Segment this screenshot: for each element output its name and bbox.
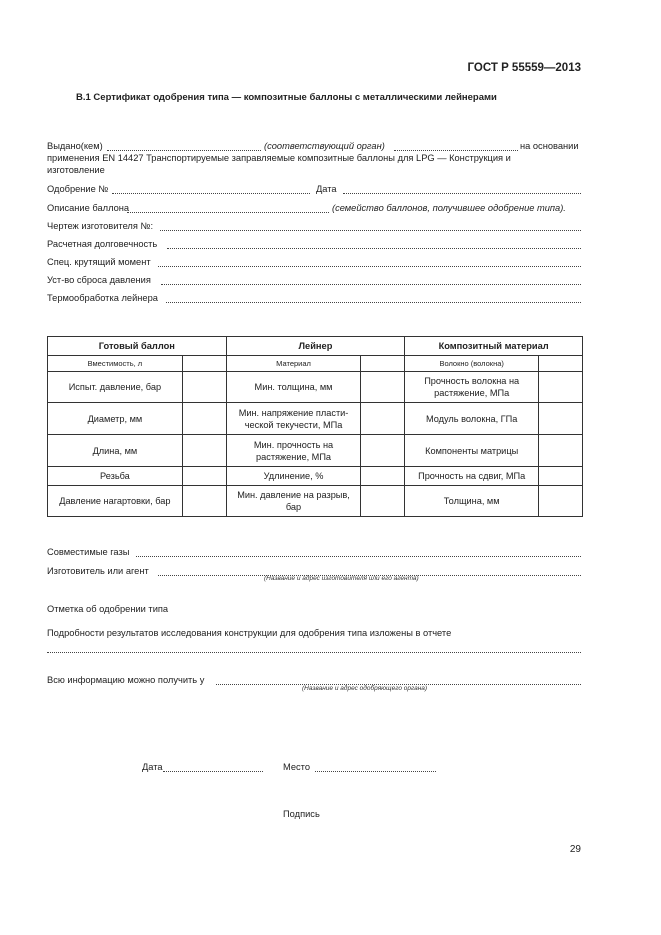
standard-number: ГОСТ Р 55559—2013 (467, 62, 581, 74)
table-row (48, 403, 583, 435)
table-row (48, 486, 583, 517)
design-life-label: Расчетная долговечность (47, 239, 158, 249)
row-label: Компоненты матрицы (405, 435, 539, 467)
row-label: Прочность на сдвиг, МПа (405, 467, 539, 486)
value-cell[interactable] (182, 435, 226, 467)
manufacturer-label: Изготовитель или агент (47, 566, 149, 576)
approval-no-field[interactable] (112, 193, 310, 194)
place-label: Место (283, 762, 310, 772)
row-label: Диаметр, мм (48, 403, 183, 435)
issued-label: Выдано(кем) (47, 141, 103, 151)
drawing-label: Чертеж изготовителя №: (47, 221, 154, 231)
row-label: Толщина, мм (405, 486, 539, 517)
specification-table (47, 336, 583, 517)
issued-line-3: изготовление (47, 165, 105, 175)
approval-no-label: Одобрение № (47, 184, 109, 194)
row-label: Давление нагартовки, бар (48, 486, 183, 517)
table-row (48, 467, 583, 486)
date-label: Дата (316, 184, 337, 194)
table-row (48, 372, 583, 403)
value-cell[interactable] (182, 372, 226, 403)
page-number: 29 (569, 844, 581, 855)
relief-device-field[interactable] (161, 284, 581, 285)
table-header-row (48, 337, 583, 356)
row-label: Мин. прочность на растяжение, МПа (226, 435, 361, 467)
row-label: Испыт. давление, бар (48, 372, 183, 403)
place-field[interactable] (315, 771, 436, 772)
row-label: Мин. давление на разрыв, бар (226, 486, 361, 517)
row-label: Мин. напряжение пласти-ческой текучести, МПа (226, 403, 361, 435)
value-cell[interactable] (539, 435, 583, 467)
value-cell[interactable] (539, 356, 583, 372)
family-note: (семейство баллонов, получившее одобрение типа). (332, 203, 566, 213)
row-label: Мин. толщина, мм (226, 372, 361, 403)
issued-line-2: применения EN 14427 Транспортируемые заправляемые композитные баллоны для LPG — Конструкция и (47, 153, 511, 163)
drawing-field[interactable] (160, 230, 581, 231)
value-cell[interactable] (361, 467, 405, 486)
heat-treatment-label: Термообработка лейнера (47, 293, 158, 303)
compatible-gases-field[interactable] (136, 556, 581, 557)
design-life-field[interactable] (167, 248, 581, 249)
value-cell[interactable] (182, 356, 226, 372)
relief-device-label: Уст-во сброса давления (47, 275, 151, 285)
issued-basis: на основании (520, 141, 579, 151)
value-cell[interactable] (539, 486, 583, 517)
section-title: В.1 Сертификат одобрения типа — композитные баллоны с металлическими лейнерами (76, 92, 497, 103)
value-cell[interactable] (539, 372, 583, 403)
header-liner: Лейнер (226, 337, 405, 356)
row-label: Прочность волокна на растяжение, МПа (405, 372, 539, 403)
row-label: Длина, мм (48, 435, 183, 467)
heat-treatment-field[interactable] (166, 302, 581, 303)
report-field[interactable] (47, 652, 581, 653)
value-cell[interactable] (539, 467, 583, 486)
sign-date-field[interactable] (163, 771, 263, 772)
manufacturer-caption: (Название и адрес изготовителя или его агента) (264, 575, 419, 582)
issued-dots-2 (394, 150, 518, 151)
approval-mark-label: Отметка об одобрении типа (47, 604, 169, 614)
compatible-gases-label: Совместимые газы (47, 547, 130, 557)
row-label: Модуль волокна, ГПа (405, 403, 539, 435)
design-details-text: Подробности результатов исследования конструкции для одобрения типа изложены в отчете (47, 628, 452, 638)
table-row (48, 435, 583, 467)
value-cell[interactable] (361, 435, 405, 467)
issued-dots-1 (107, 150, 261, 151)
row-label: Удлинение, % (226, 467, 361, 486)
value-cell[interactable] (539, 403, 583, 435)
signature-label: Подпись (283, 809, 320, 819)
row-label: Резьба (48, 467, 183, 486)
subheader-fibre: Волокно (волокна) (405, 356, 539, 372)
value-cell[interactable] (361, 403, 405, 435)
info-caption: (Название и адрес одобряющего органа) (302, 685, 428, 692)
thread-torque-label: Спец. крутящий момент (47, 257, 151, 267)
info-label: Всю информацию можно получить у (47, 675, 205, 685)
date-field[interactable] (343, 193, 581, 194)
value-cell[interactable] (361, 486, 405, 517)
header-composite: Композитный материал (405, 337, 583, 356)
value-cell[interactable] (182, 486, 226, 517)
issued-organ-caption: (соответствующий орган) (264, 141, 385, 151)
value-cell[interactable] (182, 467, 226, 486)
cylinder-description-field[interactable] (127, 212, 329, 213)
value-cell[interactable] (182, 403, 226, 435)
sign-date-label: Дата (142, 762, 163, 772)
value-cell[interactable] (361, 356, 405, 372)
value-cell[interactable] (361, 372, 405, 403)
thread-torque-field[interactable] (158, 266, 581, 267)
subheader-material: Материал (226, 356, 361, 372)
subheader-capacity: Вместимость, л (48, 356, 183, 372)
cylinder-description-label: Описание баллона (47, 203, 130, 213)
table-subheader-row (48, 356, 583, 372)
header-finished-cylinder: Готовый баллон (48, 337, 227, 356)
